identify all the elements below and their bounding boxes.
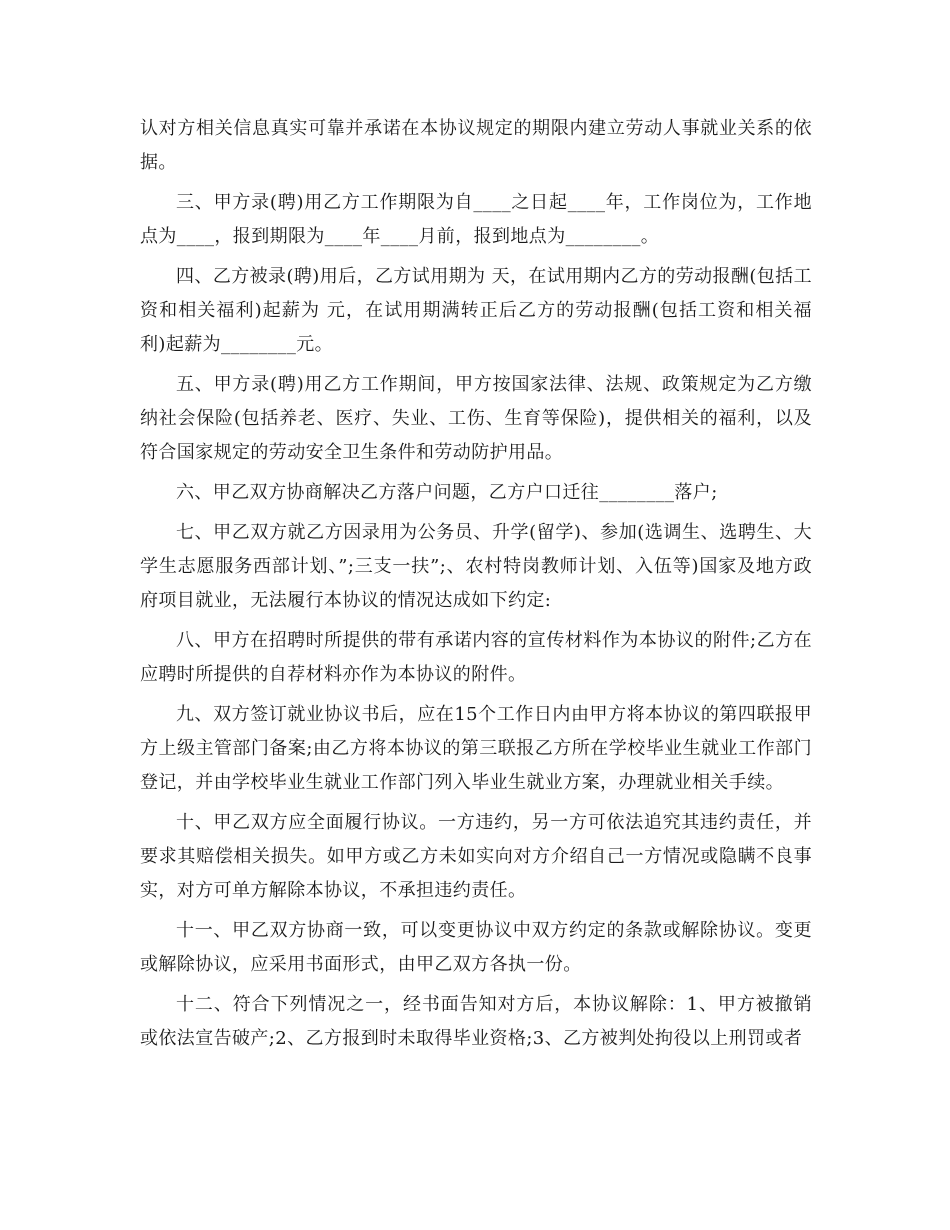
paragraph-clause-4: 四、乙方被录(聘)用后，乙方试用期为 天，在试用期内乙方的劳动报酬(包括工资和相关福利)起薪为 元，在试用期满转正后乙方的劳动报酬(包括工资和相关福利)起薪为________元。 bbox=[140, 266, 812, 355]
paragraph-clause-7: 七、甲乙双方就乙方因录用为公务员、升学(留学)、参加(选调生、选聘生、大学生志愿服务西部计划、”;三支一扶”;、农村特岗教师计划、入伍等)国家及地方政府项目就业，无法履行本协议的情况达成如下约定: bbox=[140, 522, 812, 611]
paragraph-clause-9: 九、双方签订就业协议书后，应在15个工作日内由甲方将本协议的第四联报甲方上级主管部门备案;由乙方将本协议的第三联报乙方所在学校毕业生就业工作部门登记，并由学校毕业生就业工作部门列入毕业生就业方案，办理就业相关手续。 bbox=[140, 704, 812, 793]
paragraph-clause-5: 五、甲方录(聘)用乙方工作期间，甲方按国家法律、法规、政策规定为乙方缴纳社会保险(包括养老、医疗、失业、工伤、生育等保险)，提供相关的福利，以及符合国家规定的劳动安全卫生条件和劳动防护用品。 bbox=[140, 374, 812, 463]
paragraph-clause-8: 八、甲方在招聘时所提供的带有承诺内容的宣传材料作为本协议的附件;乙方在应聘时所提供的自荐材料亦作为本协议的附件。 bbox=[140, 630, 812, 685]
paragraph-clause-10: 十、甲乙双方应全面履行协议。一方违约，另一方可依法追究其违约责任，并要求其赔偿相关损失。如甲方或乙方未如实向对方介绍自己一方情况或隐瞒不良事实，对方可单方解除本协议，不承担违约责任。 bbox=[140, 812, 812, 901]
paragraph-clause-6: 六、甲乙双方协商解决乙方落户问题，乙方户口迁往________落户; bbox=[176, 482, 718, 503]
paragraph-clause-11: 十一、甲乙双方协商一致，可以变更协议中双方约定的条款或解除协议。变更或解除协议，应采用书面形式，由甲乙双方各执一份。 bbox=[140, 920, 812, 975]
paragraph-clause-12: 十二、符合下列情况之一，经书面告知对方后，本协议解除：1、甲方被撤销或依法宣告破产;2、乙方报到时未取得毕业资格;3、乙方被判处拘役以上刑罚或者 bbox=[140, 994, 812, 1049]
paragraph-continued: 认对方相关信息真实可靠并承诺在本协议规定的期限内建立劳动人事就业关系的依据。 bbox=[140, 118, 812, 173]
paragraph-clause-3: 三、甲方录(聘)用乙方工作期限为自____之日起____年，工作岗位为，工作地点为____，报到期限为____年____月前，报到地点为________。 bbox=[140, 192, 812, 247]
document-body bbox=[140, 112, 812, 1062]
